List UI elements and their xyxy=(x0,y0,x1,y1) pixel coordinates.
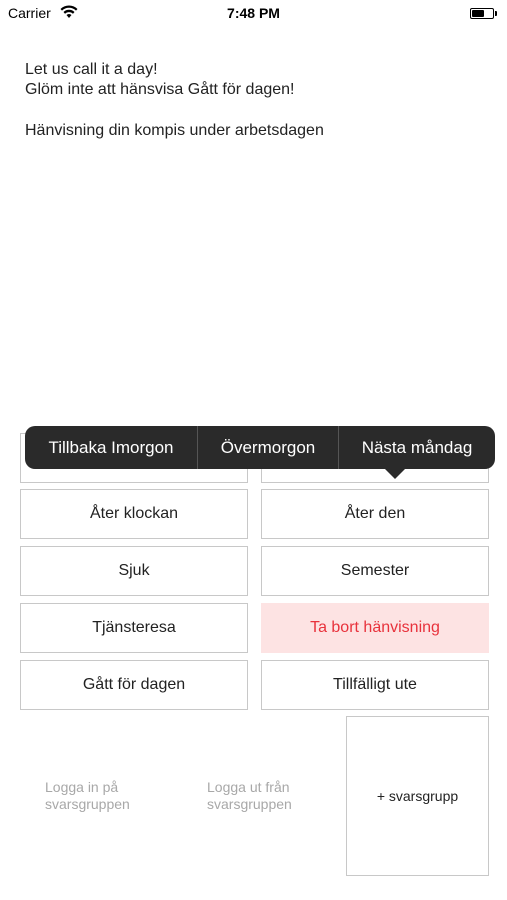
login-group-link[interactable]: Logga in på svarsgruppen xyxy=(45,779,130,812)
popup-item-tillbaka-imorgon[interactable]: Tillbaka Imorgon xyxy=(25,426,198,469)
clock: 7:48 PM xyxy=(227,5,280,21)
popup-arrow xyxy=(385,469,405,479)
popup-item-nasta-mandag[interactable]: Nästa måndag xyxy=(361,437,473,457)
popup-item-overmorgon[interactable]: Övermorgon xyxy=(198,426,339,469)
battery-icon xyxy=(470,8,494,19)
battery-tip xyxy=(495,11,497,16)
tjansteresa-button[interactable]: Tjänsteresa xyxy=(20,603,248,653)
popup-menu xyxy=(25,426,495,469)
ater-klockan-button[interactable]: Åter klockan xyxy=(20,489,248,539)
carrier-label: Carrier xyxy=(8,5,51,21)
ater-den-button[interactable]: Åter den xyxy=(261,489,489,539)
message-line-2: Glöm inte att hänsvisa Gått för dagen! xyxy=(25,81,295,98)
message-line-1: Let us call it a day! xyxy=(25,61,158,78)
tillfalligt-ute-button[interactable]: Tillfälligt ute xyxy=(261,660,489,710)
battery-level xyxy=(472,10,484,17)
remove-referral-button[interactable]: Ta bort hänvisning xyxy=(261,603,489,653)
gatt-for-dagen-button[interactable]: Gått för dagen xyxy=(20,660,248,710)
logout-group-link[interactable]: Logga ut från svarsgruppen xyxy=(207,779,292,812)
sjuk-button[interactable]: Sjuk xyxy=(20,546,248,596)
add-group-button[interactable]: + svarsgrupp xyxy=(346,716,489,876)
status-bar xyxy=(0,0,507,28)
semester-button[interactable]: Semester xyxy=(261,546,489,596)
message-line-3: Hänvisning din kompis under arbetsdagen xyxy=(25,122,324,139)
